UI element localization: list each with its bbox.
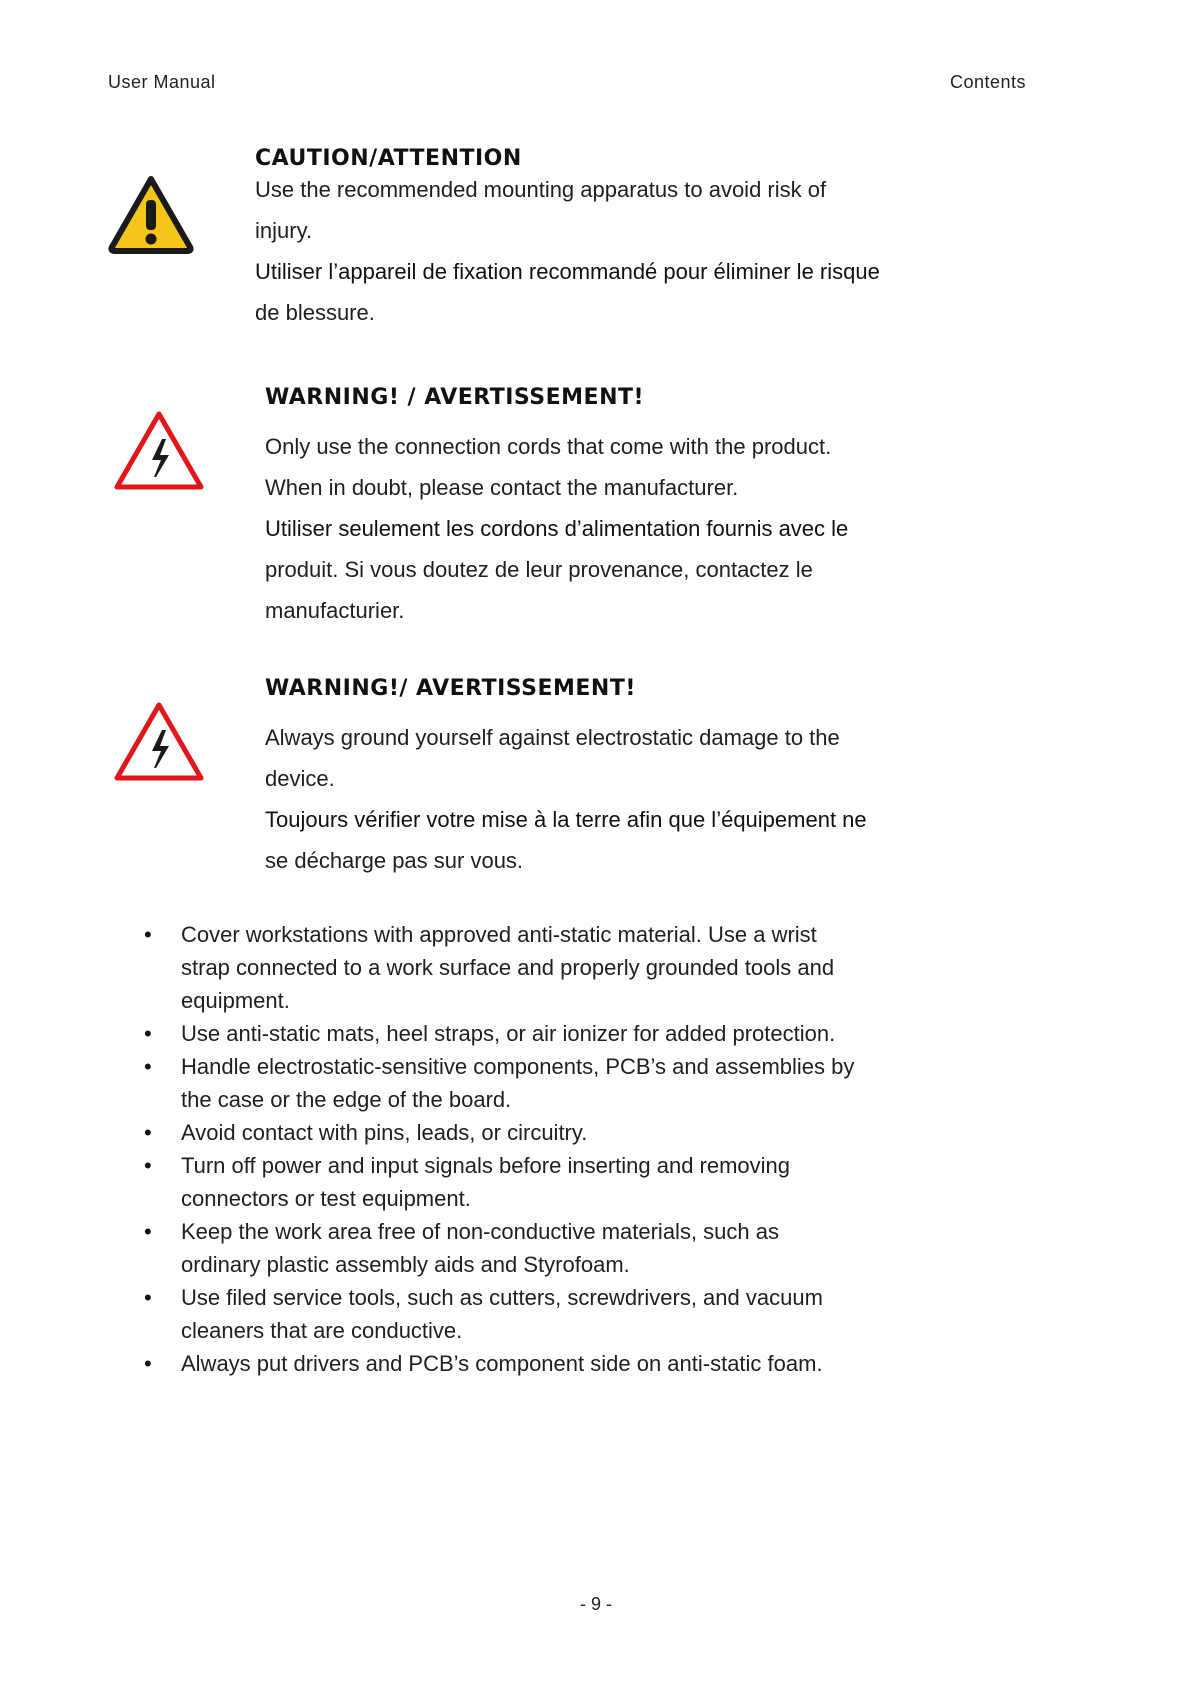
notice-text-line-fr: Utiliser l’appareil de fixation recommandé pour éliminer le risque <box>255 259 880 284</box>
notice-text-line: Only use the connection cords that come with the product. <box>265 434 832 459</box>
list-item-text: the case or the edge of the board. <box>181 1087 512 1112</box>
notice-text-line: When in doubt, please contact the manufacturer. <box>265 475 739 500</box>
list-item-text: strap connected to a work surface and properly grounded tools and <box>181 955 835 980</box>
list-item-text: connectors or test equipment. <box>181 1186 471 1211</box>
bullet-icon: • <box>144 1351 152 1376</box>
bullet-icon: • <box>144 922 152 947</box>
list-item-text: Use filed service tools, such as cutters, screwdrivers, and vacuum <box>181 1285 823 1310</box>
list-item-text: ordinary plastic assembly aids and Styrofoam. <box>181 1252 630 1277</box>
list-item-text: Avoid contact with pins, leads, or circuitry. <box>181 1120 588 1145</box>
notice-text-line: device. <box>265 766 335 791</box>
list-item-text: equipment. <box>181 988 290 1013</box>
bullet-icon: • <box>144 1219 152 1244</box>
list-item <box>140 918 940 1017</box>
header-section-title: Contents <box>950 72 1027 92</box>
bullet-icon: • <box>144 1054 152 1079</box>
esd-precautions-list <box>140 918 940 1380</box>
caution-title: CAUTION/ATTENTION <box>255 146 522 171</box>
list-item-text: Handle electrostatic-sensitive components, PCB’s and assemblies by <box>181 1054 855 1079</box>
electric-hazard-icon <box>112 409 206 498</box>
notice-text-line: injury. <box>255 218 313 243</box>
header-document-title: User Manual <box>108 72 216 92</box>
notice-text-line-fr: Utiliser seulement les cordons d’alimentation fournis avec le <box>265 516 849 541</box>
bullet-icon: • <box>144 1021 152 1046</box>
list-item-text: Use anti-static mats, heel straps, or air ionizer for added protection. <box>181 1021 836 1046</box>
notice-text-line-fr: se décharge pas sur vous. <box>265 848 524 873</box>
notice-text-line: Use the recommended mounting apparatus to avoid risk of <box>255 177 827 202</box>
list-item <box>140 1116 940 1149</box>
list-item <box>140 1017 940 1050</box>
caution-triangle-icon <box>108 174 194 259</box>
notice-text-line-fr: de blessure. <box>255 300 375 325</box>
notice-text-line: Always ground yourself against electrostatic damage to the <box>265 725 840 750</box>
bullet-icon: • <box>144 1120 152 1145</box>
page-number: - 9 - <box>579 1594 612 1614</box>
list-item <box>140 1149 940 1215</box>
notice-text-line-fr: Toujours vérifier votre mise à la terre afin que l’équipement ne <box>265 807 867 832</box>
list-item <box>140 1215 940 1281</box>
warning-title: WARNING! / AVERTISSEMENT! <box>265 385 645 410</box>
list-item <box>140 1050 940 1116</box>
list-item-text: Cover workstations with approved anti-static material. Use a wrist <box>181 922 817 947</box>
warning-title: WARNING!/ AVERTISSEMENT! <box>265 676 636 701</box>
bullet-icon: • <box>144 1285 152 1310</box>
notice-text-line-fr: produit. Si vous doutez de leur provenance, contactez le <box>265 557 813 582</box>
list-item-text: cleaners that are conductive. <box>181 1318 463 1343</box>
list-item <box>140 1347 940 1380</box>
list-item <box>140 1281 940 1347</box>
list-item-text: Turn off power and input signals before inserting and removing <box>181 1153 791 1178</box>
electric-hazard-icon <box>112 700 206 789</box>
bullet-icon: • <box>144 1153 152 1178</box>
list-item-text: Always put drivers and PCB’s component side on anti-static foam. <box>181 1351 823 1376</box>
list-item-text: Keep the work area free of non-conductive materials, such as <box>181 1219 779 1244</box>
notice-text-line-fr: manufacturier. <box>265 598 405 623</box>
